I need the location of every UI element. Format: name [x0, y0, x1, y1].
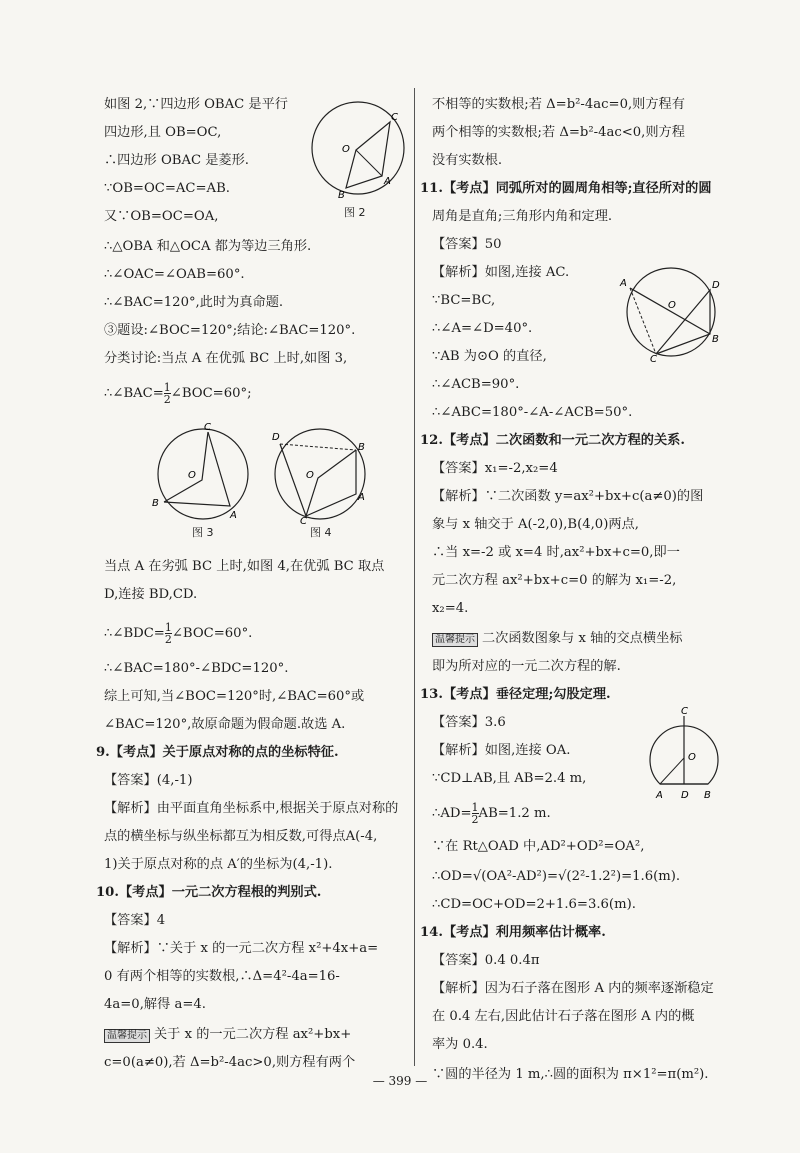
point-label-a: A [620, 278, 627, 289]
point-label-o: O [188, 470, 196, 481]
fraction-line [104, 382, 252, 405]
text-line: ∵OB=OC=AC=AB. [104, 181, 230, 196]
text-segment: AB=1.2 m. [478, 806, 551, 821]
fraction-line [432, 802, 551, 825]
text-line: ∴∠ABC=180°-∠A-∠ACB=50°. [432, 405, 633, 420]
text-line: 又∵OB=OC=OA, [104, 209, 219, 224]
text-line: ∵圆的半径为 1 m,∴圆的面积为 π×1²=π(m²). [432, 1067, 709, 1082]
text-line: 四边形,且 OB=OC, [104, 125, 222, 140]
text-line: 分类讨论:当点 A 在优弧 BC 上时,如图 3, [104, 351, 348, 366]
point-label-a: A [230, 510, 237, 521]
fraction-one-half [165, 622, 172, 645]
answer-14: 【答案】0.4 0.4π [432, 953, 540, 968]
point-label-a: A [656, 790, 663, 801]
answer-11: 【答案】50 [432, 237, 502, 252]
point-label-o: O [688, 752, 696, 763]
text-line: ∴∠ACB=90°. [432, 377, 520, 392]
text-line: 【解析】∵二次函数 y=ax²+bx+c(a≠0)的图 [432, 489, 704, 504]
question-10-topic: 10.【考点】一元二次方程根的判别式. [96, 885, 322, 900]
fraction-denominator: 2 [471, 813, 479, 826]
point-label-o: O [342, 144, 350, 155]
text-segment: ∠BOC=60°; [170, 386, 252, 401]
text-line: 【解析】如图,连接 OA. [432, 743, 571, 758]
text-line: 周角是直角;三角形内角和定理. [432, 209, 613, 224]
point-label-d: D [712, 280, 720, 291]
point-label-b: B [712, 334, 719, 345]
point-label-c: C [391, 112, 398, 123]
text-line: ∴当 x=-2 或 x=4 时,ax²+bx+c=0,即一 [432, 545, 680, 560]
text-line: 没有实数根. [432, 153, 503, 168]
text-line: c=0(a≠0),若 Δ=b²-4ac>0,则方程有两个 [104, 1055, 356, 1070]
text-line: 0 有两个相等的实数根,∴Δ=4²-4a=16- [104, 969, 340, 984]
figure-3 [148, 420, 258, 542]
text-line: 即为所对应的一元二次方程的解. [432, 659, 621, 674]
point-label-b: B [152, 498, 159, 509]
tip-line [104, 1026, 351, 1044]
text-line: ∴OD=√(OA²-AD²)=√(2²-1.2²)=1.6(m). [432, 869, 681, 884]
text-line: ∴∠A=∠D=40°. [432, 321, 533, 336]
question-14-topic: 14.【考点】利用频率估计概率. [420, 925, 606, 940]
text-segment: ∴∠BAC= [104, 386, 164, 401]
figure-2-caption: 图 2 [344, 206, 366, 219]
text-line: 率为 0.4. [432, 1037, 488, 1052]
text-segment: ∠BOC=60°. [171, 626, 253, 641]
fraction-one-half [472, 802, 479, 825]
figure-q11 [618, 262, 724, 362]
question-13-topic: 13.【考点】垂径定理;勾股定理. [420, 687, 611, 702]
figure-2 [306, 92, 410, 222]
text-line: ③题设:∠BOC=120°;结论:∠BAC=120°. [104, 323, 356, 338]
text-line: ∵CD⊥AB,且 AB=2.4 m, [432, 771, 587, 786]
figure-4 [266, 420, 374, 542]
text-line: x₂=4. [432, 601, 469, 616]
text-line: ∵AB 为⊙O 的直径, [432, 349, 547, 364]
text-line: 1)关于原点对称的点 A′的坐标为(4,-1). [104, 857, 333, 872]
text-line: ∴四边形 OBAC 是菱形. [104, 153, 250, 168]
text-line: 综上可知,当∠BOC=120°时,∠BAC=60°或 [104, 689, 365, 704]
text-line: ∴CD=OC+OD=2+1.6=3.6(m). [432, 897, 636, 912]
point-label-d: D [681, 790, 689, 801]
answer-10: 【答案】4 [104, 913, 166, 928]
text-line: ∴∠BAC=180°-∠BDC=120°. [104, 661, 289, 676]
text-line: ∴△OBA 和△OCA 都为等边三角形. [104, 239, 312, 254]
question-11-topic: 11.【考点】同弧所对的圆周角相等;直径所对的圆 [420, 181, 712, 196]
point-label-c: C [204, 422, 211, 433]
point-label-b: B [358, 442, 365, 453]
tip-line [432, 630, 682, 648]
text-segment: ∴∠BDC= [104, 626, 165, 641]
text-line: 元二次方程 ax²+bx+c=0 的解为 x₁=-2, [432, 573, 677, 588]
text-line: 当点 A 在劣弧 BC 上时,如图 4,在优弧 BC 取点 [104, 559, 385, 574]
question-12-topic: 12.【考点】二次函数和一元二次方程的关系. [420, 433, 685, 448]
text-segment: 关于 x 的一元二次方程 ax²+bx+ [154, 1027, 352, 1042]
fraction-denominator: 2 [163, 393, 171, 406]
question-9-topic: 9.【考点】关于原点对称的点的坐标特征. [96, 745, 339, 760]
text-line: ∵BC=BC, [432, 293, 496, 308]
figure-4-caption: 图 4 [310, 526, 332, 539]
text-line: ∴∠BAC=120°,此时为真命题. [104, 295, 284, 310]
text-line: 在 0.4 左右,因此估计石子落在图形 A 内的概 [432, 1009, 695, 1024]
point-label-o: O [306, 470, 314, 481]
figure-3-caption: 图 3 [192, 526, 214, 539]
point-label-d: D [272, 432, 280, 443]
fraction-one-half [164, 382, 171, 405]
text-line: ∠BAC=120°,故原命题为假命题.故选 A. [104, 717, 346, 732]
point-label-c: C [681, 706, 688, 717]
text-line: 如图 2,∵四边形 OBAC 是平行 [104, 97, 288, 112]
figure-q13 [646, 704, 722, 804]
point-label-b: B [704, 790, 711, 801]
page-number: — 399 — [372, 1074, 428, 1088]
text-line: 不相等的实数根;若 Δ=b²-4ac=0,则方程有 [432, 97, 685, 112]
text-line: ∵在 Rt△OAD 中,AD²+OD²=OA², [432, 839, 645, 854]
answer-9: 【答案】(4,-1) [104, 773, 193, 788]
text-line: D,连接 BD,CD. [104, 587, 198, 602]
text-line: 象与 x 轴交于 A(-2,0),B(4,0)两点, [432, 517, 639, 532]
tip-badge: 温馨提示 [432, 633, 478, 647]
fraction-numerator: 1 [163, 381, 171, 394]
text-line: 点的横坐标与纵坐标都互为相反数,可得点A(-4, [104, 829, 378, 844]
fraction-numerator: 1 [471, 801, 479, 814]
answer-13: 【答案】3.6 [432, 715, 506, 730]
text-line: 【解析】如图,连接 AC. [432, 265, 570, 280]
fraction-denominator: 2 [164, 633, 172, 646]
text-line: 【解析】因为石子落在图形 A 内的频率逐渐稳定 [432, 981, 714, 996]
tip-badge: 温馨提示 [104, 1029, 150, 1043]
point-label-b: B [338, 190, 345, 201]
fraction-numerator: 1 [164, 621, 172, 634]
point-label-c: C [300, 516, 307, 524]
text-line: 【解析】∵关于 x 的一元二次方程 x²+4x+a= [104, 941, 379, 956]
fraction-line [104, 622, 252, 645]
text-line: 【解析】由平面直角坐标系中,根据关于原点对称的 [104, 801, 399, 816]
point-label-o: O [668, 300, 676, 311]
point-label-c: C [650, 354, 657, 362]
answer-12: 【答案】x₁=-2,x₂=4 [432, 461, 558, 476]
text-line: 两个相等的实数根;若 Δ=b²-4ac<0,则方程 [432, 125, 685, 140]
column-divider [414, 88, 415, 1066]
point-label-a: A [358, 492, 365, 503]
text-segment: ∴AD= [432, 806, 472, 821]
text-line: ∴∠OAC=∠OAB=60°. [104, 267, 245, 282]
text-segment: 二次函数图象与 x 轴的交点横坐标 [482, 631, 683, 646]
text-line: 4a=0,解得 a=4. [104, 997, 206, 1012]
point-label-a: A [384, 176, 391, 187]
